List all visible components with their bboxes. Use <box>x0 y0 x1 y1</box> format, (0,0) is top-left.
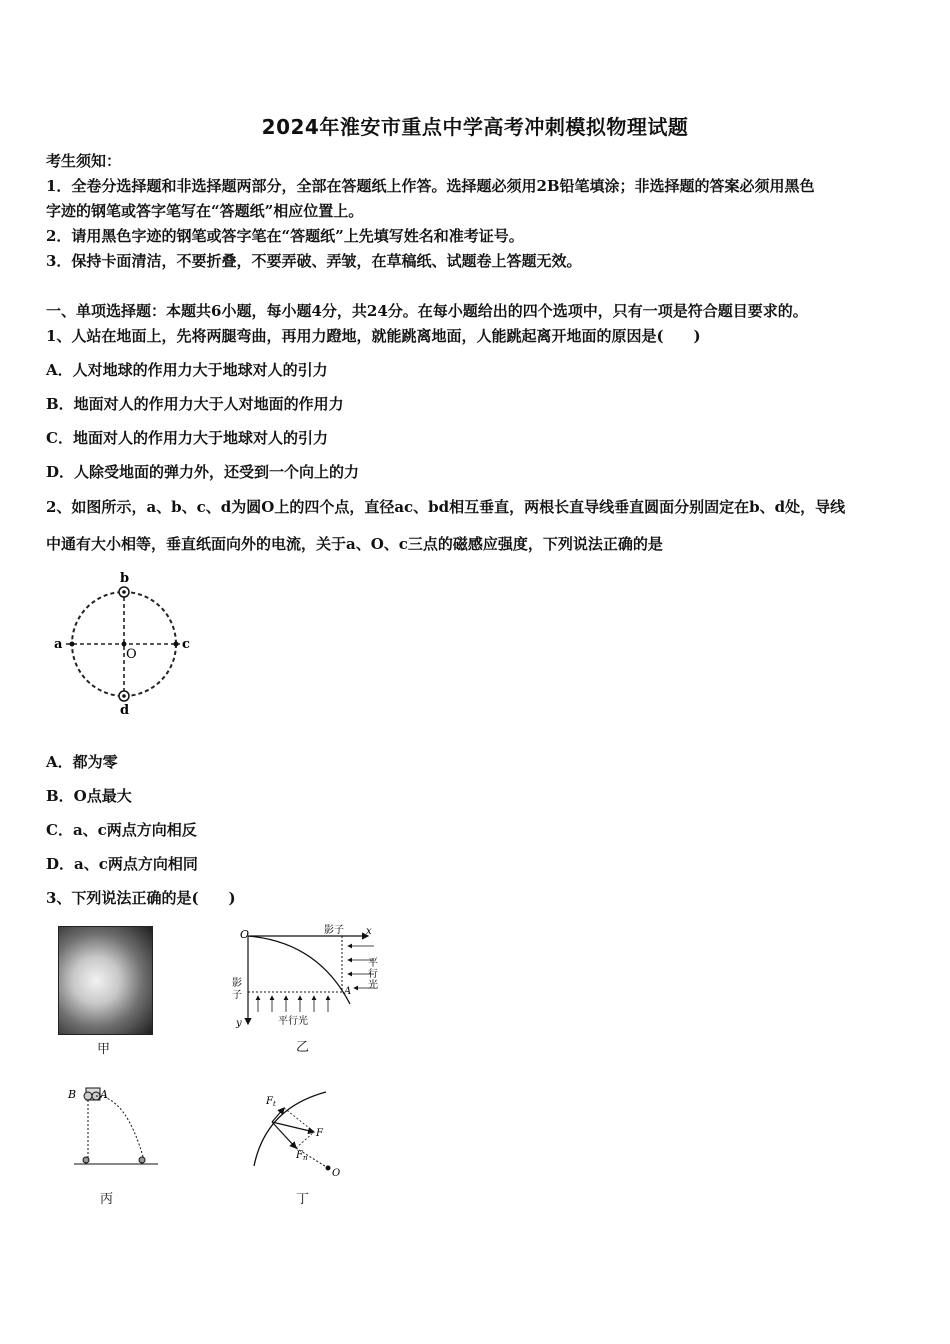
notice-item: 字迹的钢笔或答字笔写在“答题纸”相应位置上。 <box>46 202 364 220</box>
label-x: x <box>366 926 372 937</box>
question-3-stem: 3、下列说法正确的是( ) <box>46 889 236 907</box>
label-parallel-light: 平行光 <box>278 1016 308 1027</box>
label-side-3: 光 <box>368 980 378 991</box>
force-f-arrow <box>272 1122 314 1132</box>
point-o <box>122 642 127 647</box>
notice-item: 1．全卷分选择题和非选择题两部分，全部在答题纸上作答。选择题必须用2B铅笔填涂；非选择题的答案必须用黑色 <box>46 177 815 195</box>
label-b: b <box>120 571 130 586</box>
label-shadow-left-1: 影 <box>232 978 242 989</box>
question-2-circle-figure <box>46 568 206 720</box>
notice-item: 3．保持卡面清洁，不要折叠，不要弄破、弄皱，在草稿纸、试题卷上答题无效。 <box>46 252 582 270</box>
current-out-icon <box>122 590 126 594</box>
label-b: B <box>68 1088 77 1101</box>
label-y: y <box>236 1018 242 1029</box>
current-out-icon <box>122 694 126 698</box>
sparks-photo <box>58 926 153 1035</box>
parallelogram-edge <box>296 1132 314 1148</box>
label-d: d <box>120 703 130 718</box>
question-1-option-c: C．地面对人的作用力大于地球对人的引力 <box>46 429 328 447</box>
label-shadow-left-2: 子 <box>232 990 242 1001</box>
force-fn-arrow <box>272 1122 296 1148</box>
landed-ball <box>139 1157 145 1163</box>
page-title: 2024年淮安市重点中学高考冲刺模拟物理试题 <box>261 115 689 139</box>
point-c <box>174 642 179 647</box>
question-2-option-c: C．a、c两点方向相反 <box>46 821 197 839</box>
section-heading: 一、单项选择题：本题共6小题，每小题4分，共24分。在每小题给出的四个选项中，只有一项是符合题目要求的。 <box>46 302 808 320</box>
label-a: a <box>54 637 63 652</box>
question-1-stem: 1、人站在地面上，先将两腿弯曲，再用力蹬地，就能跳离地面，人能跳起离开地面的原因是( ) <box>46 327 701 345</box>
point-a <box>70 642 75 647</box>
question-2-option-d: D．a、c两点方向相同 <box>46 855 198 873</box>
label-side-2: 行 <box>368 969 378 980</box>
question-2-stem-line-1: 2、如图所示，a、b、c、d为圆O上的四个点，直径ac、bd相互垂直，两根长直导线垂直圆面分别固定在b、d处，导线 <box>46 498 846 516</box>
label-fn: $F_n$ <box>296 1150 308 1162</box>
label-f: F <box>316 1128 323 1139</box>
label-point-a: A <box>344 986 352 997</box>
figure-caption-ding: 丁 <box>296 1192 310 1207</box>
ball-b <box>84 1092 92 1100</box>
trajectory-curve <box>248 936 350 1004</box>
label-origin: O <box>240 928 250 941</box>
question-1-option-d: D．人除受地面的弹力外，还受到一个向上的力 <box>46 463 360 481</box>
notice-heading: 考生须知： <box>46 152 122 170</box>
figure-caption-bing: 丙 <box>100 1192 114 1207</box>
center-o <box>326 1166 331 1171</box>
question-2-option-a: A．都为零 <box>46 753 118 771</box>
question-2-option-b: B．O点最大 <box>46 787 132 805</box>
label-o: O <box>332 1168 341 1179</box>
figure-caption-jia: 甲 <box>97 1042 111 1057</box>
question-2-stem-line-2: 中通有大小相等，垂直纸面向外的电流，关于a、O、c三点的磁感应强度，下列说法正确的是 <box>46 535 663 553</box>
label-o: O <box>126 647 137 662</box>
landed-ball <box>83 1157 89 1163</box>
label-c: c <box>182 637 190 652</box>
label-ft: $F_t$ <box>266 1096 276 1108</box>
question-1-option-b: B．地面对人的作用力大于人对地面的作用力 <box>46 395 344 413</box>
falling-balls-figure <box>66 1070 166 1174</box>
label-side-1: 平 <box>368 958 378 969</box>
notice-item: 2．请用黑色字迹的钢笔或答字笔在“答题纸”上先填写姓名和准考证号。 <box>46 227 524 245</box>
figure-caption-yi: 乙 <box>296 1040 310 1055</box>
label-a: A <box>100 1088 108 1101</box>
question-1-option-a: A．人对地球的作用力大于地球对人的引力 <box>46 361 328 379</box>
label-shadow-top: 影子 <box>324 925 344 936</box>
force-decomposition-figure <box>240 1086 360 1182</box>
fall-path-a <box>96 1096 144 1160</box>
projectile-shadow-figure <box>228 920 388 1032</box>
